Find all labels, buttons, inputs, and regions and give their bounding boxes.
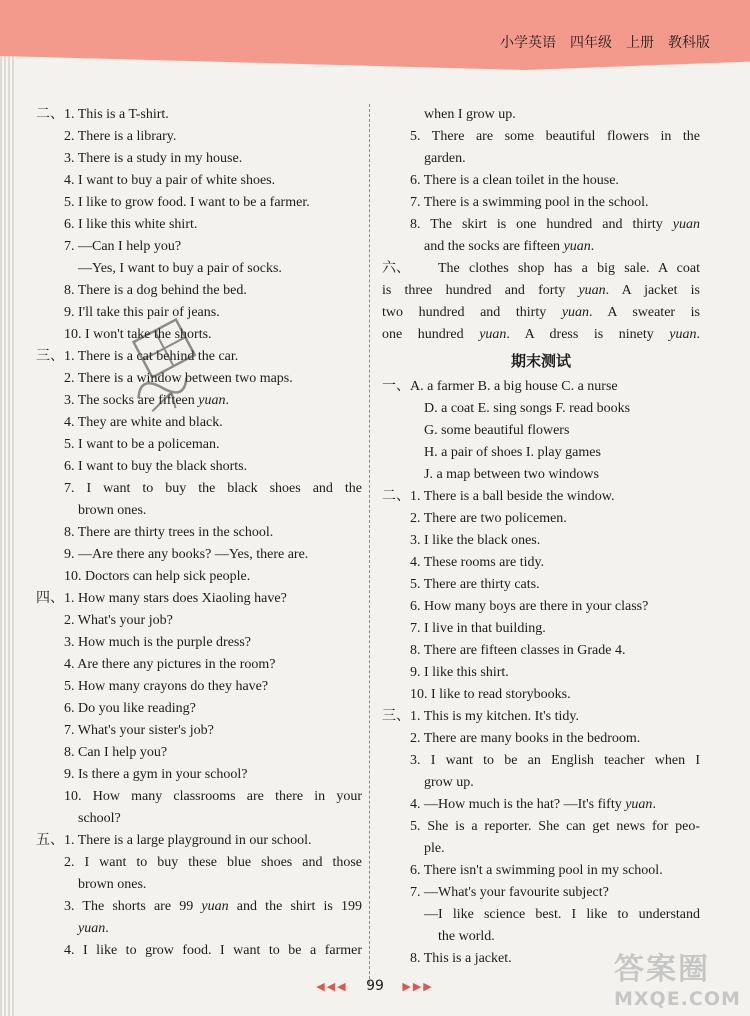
answer-text: There is a large playground in our school. bbox=[77, 833, 312, 848]
answer-text: How many classrooms are there in your bbox=[92, 789, 363, 804]
answer-line bbox=[36, 236, 362, 258]
answer-line bbox=[36, 874, 362, 896]
answer-text: is three hundred and forty bbox=[382, 283, 579, 298]
answer-line bbox=[36, 940, 362, 962]
answer-text: There isn't a swimming pool in my school. bbox=[423, 863, 663, 878]
answer-text: I want to buy the black shorts. bbox=[78, 459, 248, 474]
answer-line bbox=[382, 192, 700, 214]
answer-line bbox=[382, 904, 700, 926]
answer-text: G. some beautiful flowers bbox=[424, 423, 570, 438]
item-number: 3. bbox=[64, 151, 75, 166]
answer-text: Can I help you? bbox=[78, 745, 168, 760]
item-number: 3. bbox=[64, 393, 75, 408]
item-number: 7. bbox=[410, 195, 421, 210]
answer-text: I like the black ones. bbox=[424, 533, 541, 548]
item-number: 2. bbox=[410, 511, 421, 526]
answer-text: There is a ball beside the window. bbox=[423, 489, 615, 504]
answer-text: There are thirty cats. bbox=[423, 577, 540, 592]
answer-text: How many stars does Xiaoling have? bbox=[78, 591, 287, 606]
answer-line bbox=[382, 882, 700, 904]
answer-text: The clothes shop has a big sale. A coat bbox=[438, 261, 700, 276]
answer-line bbox=[36, 808, 362, 830]
answer-text: brown ones. bbox=[78, 877, 147, 892]
section-number: 五、 bbox=[36, 833, 64, 848]
section-number: 二、 bbox=[36, 107, 64, 122]
watermark-logo: 答案圈 bbox=[614, 952, 710, 987]
item-number: 7. bbox=[64, 481, 75, 496]
currency-word: yuan bbox=[563, 239, 591, 254]
answer-text: A. a farmer B. a big house C. a nurse bbox=[410, 379, 618, 394]
answer-line bbox=[36, 654, 362, 676]
answer-line bbox=[36, 742, 362, 764]
item-number: 4. bbox=[64, 943, 75, 958]
answer-line bbox=[36, 918, 362, 940]
item-number: 7. bbox=[410, 885, 421, 900]
item-number: 4. bbox=[410, 797, 421, 812]
answer-text: This is a jacket. bbox=[423, 951, 512, 966]
answer-text: —Can I help you? bbox=[78, 239, 182, 254]
answer-line bbox=[382, 376, 700, 398]
answer-text: How many crayons do they have? bbox=[78, 679, 269, 694]
item-number: 6. bbox=[64, 459, 75, 474]
answer-text: There is a library. bbox=[77, 129, 177, 144]
section-number: 一、 bbox=[382, 379, 410, 394]
answer-line bbox=[36, 412, 362, 434]
answer-text-tail: . A jacket is bbox=[605, 283, 700, 298]
answer-line bbox=[382, 574, 700, 596]
item-number: 8. bbox=[410, 951, 421, 966]
column-divider bbox=[369, 104, 370, 984]
answer-text: D. a coat E. sing songs F. read books bbox=[424, 401, 631, 416]
answer-text: This is my kitchen. It's tidy. bbox=[423, 709, 579, 724]
answer-text: the world. bbox=[438, 929, 495, 944]
item-number: 1. bbox=[410, 489, 421, 504]
answer-text: —Yes, I want to buy a pair of socks. bbox=[78, 261, 282, 276]
answer-text: Are there any pictures in the room? bbox=[77, 657, 276, 672]
item-number: 4. bbox=[410, 555, 421, 570]
answer-text: when I grow up. bbox=[424, 107, 516, 122]
section-number: 三、 bbox=[382, 709, 410, 724]
answer-text: Doctors can help sick people. bbox=[85, 569, 251, 584]
section-number: 二、 bbox=[382, 489, 410, 504]
currency-word: yuan bbox=[201, 899, 229, 914]
answer-line bbox=[382, 530, 700, 552]
item-number: 3. bbox=[410, 533, 421, 548]
item-number: 4. bbox=[64, 415, 75, 430]
answer-list-right-bottom bbox=[382, 376, 700, 970]
answer-text: J. a map between two windows bbox=[424, 467, 599, 482]
answer-text: I want to buy these blue shoes and those bbox=[84, 855, 362, 870]
answer-line bbox=[382, 104, 700, 126]
item-number: 9. bbox=[64, 305, 75, 320]
answer-line bbox=[36, 104, 362, 126]
item-number: 1. bbox=[64, 349, 75, 364]
answer-line bbox=[382, 618, 700, 640]
item-number: 1. bbox=[64, 107, 75, 122]
item-number: 7. bbox=[410, 621, 421, 636]
answer-line bbox=[382, 596, 700, 618]
item-number: 2. bbox=[64, 613, 75, 628]
answer-line bbox=[36, 500, 362, 522]
answer-list-right-top bbox=[382, 104, 700, 346]
item-number: 8. bbox=[410, 643, 421, 658]
answer-line bbox=[382, 302, 700, 324]
item-number: 9. bbox=[410, 665, 421, 680]
answer-text: There are two policemen. bbox=[423, 511, 567, 526]
answer-text: H. a pair of shoes I. play games bbox=[424, 445, 601, 460]
answer-text: I like this white shirt. bbox=[78, 217, 198, 232]
currency-word: yuan bbox=[669, 327, 697, 342]
answer-line bbox=[36, 566, 362, 588]
answer-column-right bbox=[382, 104, 700, 970]
answer-text: I live in that building. bbox=[424, 621, 546, 636]
answer-line bbox=[382, 126, 700, 148]
answer-text-tail: and the shirt is 199 bbox=[228, 899, 363, 914]
page-edge-stack bbox=[0, 0, 14, 1016]
answer-text: What's your sister's job? bbox=[77, 723, 214, 738]
item-number: 8. bbox=[64, 525, 75, 540]
answer-line bbox=[36, 896, 362, 918]
currency-word: yuan bbox=[625, 797, 653, 812]
answer-text: I want to be a policeman. bbox=[78, 437, 220, 452]
answer-text: These rooms are tidy. bbox=[423, 555, 545, 570]
answer-line bbox=[36, 126, 362, 148]
answer-text: school? bbox=[78, 811, 121, 826]
answer-line bbox=[36, 522, 362, 544]
answer-text: one hundred bbox=[382, 327, 480, 342]
item-number: 7. bbox=[64, 723, 75, 738]
answer-text: I like this shirt. bbox=[424, 665, 509, 680]
item-number: 4. bbox=[64, 657, 75, 672]
answer-text: There is a dog behind the bed. bbox=[77, 283, 247, 298]
answer-line bbox=[36, 830, 362, 852]
answer-text: There is a window between two maps. bbox=[77, 371, 293, 386]
currency-word: yuan bbox=[78, 921, 106, 936]
answer-text: two hundred and thirty bbox=[382, 305, 562, 320]
answer-text: I like to grow food. I want to be a farmer. bbox=[78, 195, 310, 210]
answer-text: She is a reporter. She can get news for peo- bbox=[427, 819, 700, 834]
answer-line bbox=[36, 610, 362, 632]
answer-line bbox=[36, 676, 362, 698]
answer-line bbox=[382, 508, 700, 530]
answer-line bbox=[36, 192, 362, 214]
item-number: 3. bbox=[64, 899, 75, 914]
answer-line bbox=[36, 214, 362, 236]
item-number: 10. bbox=[410, 687, 428, 702]
answer-text-tail: . bbox=[105, 921, 109, 936]
currency-word: yuan bbox=[578, 283, 606, 298]
item-number: 1. bbox=[410, 709, 421, 724]
answer-line bbox=[36, 544, 362, 566]
answer-line bbox=[382, 214, 700, 236]
answer-text: —How much is the hat? —It's fifty bbox=[424, 797, 626, 812]
answer-line bbox=[36, 478, 362, 500]
answer-line bbox=[382, 662, 700, 684]
item-number: 10. bbox=[64, 569, 82, 584]
answer-line bbox=[382, 684, 700, 706]
answer-line bbox=[382, 750, 700, 772]
answer-text: I like to grow food. I want to be a farmer bbox=[83, 943, 363, 958]
item-number: 3. bbox=[64, 635, 75, 650]
answer-line bbox=[36, 632, 362, 654]
answer-line bbox=[382, 420, 700, 442]
item-number: 6. bbox=[410, 599, 421, 614]
answer-text: There are thirty trees in the school. bbox=[77, 525, 274, 540]
item-number: 8. bbox=[64, 745, 75, 760]
currency-word: yuan bbox=[561, 305, 590, 320]
section-number: 六、 bbox=[382, 261, 410, 276]
item-number: 2. bbox=[410, 731, 421, 746]
answer-text: I won't take the shorts. bbox=[85, 327, 212, 342]
header-grade: 四年级 bbox=[570, 35, 612, 51]
item-number: 5. bbox=[64, 195, 75, 210]
answer-line bbox=[36, 434, 362, 456]
answer-text: I want to be an English teacher when I bbox=[430, 753, 701, 768]
answer-text: There are many books in the bedroom. bbox=[423, 731, 641, 746]
header-volume: 上册 bbox=[626, 35, 654, 51]
item-number: 8. bbox=[410, 217, 421, 232]
item-number: 2. bbox=[64, 129, 75, 144]
item-number: 10. bbox=[64, 327, 82, 342]
answer-text-tail: . bbox=[696, 327, 701, 342]
answer-text: I like to read storybooks. bbox=[431, 687, 571, 702]
item-number: 1. bbox=[64, 833, 75, 848]
answer-text: There is a study in my house. bbox=[77, 151, 243, 166]
item-number: 2. bbox=[64, 371, 75, 386]
header-edition: 教科版 bbox=[668, 35, 710, 51]
answer-line bbox=[382, 816, 700, 838]
answer-text: This is a T-shirt. bbox=[77, 107, 169, 122]
item-number: 6. bbox=[410, 863, 421, 878]
answer-line bbox=[382, 258, 700, 280]
final-test-title: 期末测试 bbox=[510, 352, 571, 370]
answer-text: garden. bbox=[424, 151, 466, 166]
answer-line bbox=[36, 148, 362, 170]
answer-text: The skirt is one hundred and thirty bbox=[430, 217, 673, 232]
answer-text-tail: . bbox=[652, 797, 656, 812]
item-number: 4. bbox=[64, 173, 75, 188]
item-number: 9. bbox=[64, 547, 75, 562]
answer-text: Do you like reading? bbox=[78, 701, 196, 716]
answer-text: grow up. bbox=[424, 775, 474, 790]
section-number: 四、 bbox=[36, 591, 64, 606]
answer-text: I'll take this pair of jeans. bbox=[78, 305, 220, 320]
answer-line bbox=[382, 148, 700, 170]
answer-line bbox=[36, 588, 362, 610]
item-number: 8. bbox=[64, 283, 75, 298]
answer-text: The socks are fifteen bbox=[77, 393, 199, 408]
answer-text-tail: . bbox=[590, 239, 595, 254]
answer-text: I want to buy the black shoes and the bbox=[86, 481, 363, 496]
currency-word: yuan bbox=[479, 327, 507, 342]
item-number: 10. bbox=[64, 789, 82, 804]
page-number: 99 bbox=[366, 978, 384, 994]
footer-left-arrows: ◀◀◀ bbox=[316, 980, 348, 993]
item-number: 5. bbox=[410, 819, 421, 834]
answer-line bbox=[382, 280, 700, 302]
answer-text: They are white and black. bbox=[77, 415, 223, 430]
watermark bbox=[614, 944, 744, 1010]
answer-text: ple. bbox=[424, 841, 445, 856]
answer-line bbox=[36, 258, 362, 280]
answer-text: How much is the purple dress? bbox=[78, 635, 252, 650]
item-number: 3. bbox=[410, 753, 421, 768]
answer-text: Is there a gym in your school? bbox=[78, 767, 248, 782]
answer-text-tail: . A sweater is bbox=[589, 305, 701, 320]
footer-right-arrows: ▶▶▶ bbox=[402, 980, 434, 993]
answer-line bbox=[382, 706, 700, 728]
item-number: 7. bbox=[64, 239, 75, 254]
answer-text: —What's your favourite subject? bbox=[424, 885, 609, 900]
answer-column-left bbox=[36, 104, 362, 962]
answer-text: The shorts are 99 bbox=[82, 899, 202, 914]
item-number: 2. bbox=[64, 855, 75, 870]
answer-line bbox=[382, 552, 700, 574]
answer-text: There is a clean toilet in the house. bbox=[423, 173, 619, 188]
answer-line bbox=[382, 324, 700, 346]
item-number: 5. bbox=[410, 577, 421, 592]
item-number: 6. bbox=[64, 701, 75, 716]
item-number: 9. bbox=[64, 767, 75, 782]
answer-text-tail: . A dress is ninety bbox=[506, 327, 670, 342]
answer-line bbox=[36, 456, 362, 478]
answer-text: What's your job? bbox=[77, 613, 173, 628]
answer-line bbox=[36, 720, 362, 742]
watermark-url: MXQE.COM bbox=[614, 988, 741, 1010]
answer-text: —Are there any books? —Yes, there are. bbox=[78, 547, 309, 562]
answer-line bbox=[382, 640, 700, 662]
answer-line bbox=[382, 794, 700, 816]
header-subject: 小学英语 bbox=[500, 35, 556, 51]
item-number: 1. bbox=[64, 591, 75, 606]
answer-text: There is a swimming pool in the school. bbox=[423, 195, 649, 210]
answer-line bbox=[382, 464, 700, 486]
section-number: 三、 bbox=[36, 349, 64, 364]
answer-text: I want to buy a pair of white shoes. bbox=[78, 173, 276, 188]
answer-line bbox=[382, 486, 700, 508]
answer-text: and the socks are fifteen bbox=[424, 239, 564, 254]
answer-line bbox=[36, 698, 362, 720]
answer-line bbox=[36, 170, 362, 192]
answer-line bbox=[36, 786, 362, 808]
answer-line bbox=[382, 860, 700, 882]
answer-text: —I like science best. I like to understand bbox=[424, 907, 700, 922]
item-number: 6. bbox=[64, 217, 75, 232]
answer-line bbox=[382, 838, 700, 860]
answer-line bbox=[382, 236, 700, 258]
answer-text: There are fifteen classes in Grade 4. bbox=[423, 643, 626, 658]
item-number: 5. bbox=[64, 679, 75, 694]
answer-line bbox=[36, 764, 362, 786]
answer-text-tail: . bbox=[225, 393, 229, 408]
currency-word: yuan bbox=[198, 393, 226, 408]
header-info bbox=[500, 32, 710, 52]
answer-text: There are some beautiful flowers in the bbox=[431, 129, 700, 144]
answer-text: How many boys are there in your class? bbox=[424, 599, 649, 614]
answer-line bbox=[382, 442, 700, 464]
item-number: 6. bbox=[410, 173, 421, 188]
answer-line bbox=[36, 852, 362, 874]
answer-line bbox=[382, 728, 700, 750]
currency-word: yuan bbox=[672, 217, 700, 232]
answer-text: brown ones. bbox=[78, 503, 147, 518]
answer-line bbox=[382, 398, 700, 420]
answer-line bbox=[382, 170, 700, 192]
answer-line bbox=[382, 772, 700, 794]
item-number: 5. bbox=[64, 437, 75, 452]
answer-text: There is a cat behind the car. bbox=[77, 349, 239, 364]
item-number: 5. bbox=[410, 129, 421, 144]
